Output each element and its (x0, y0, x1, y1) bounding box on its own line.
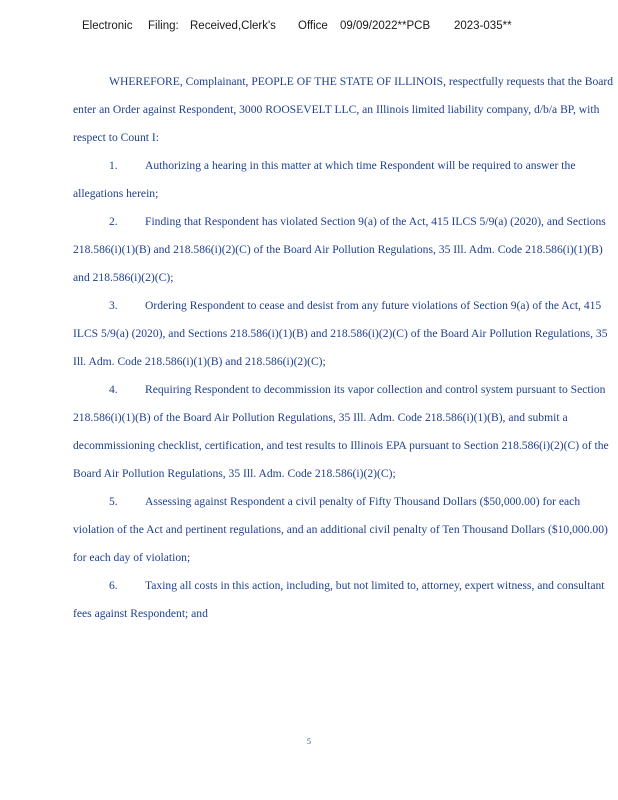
list-item-number: 1. (109, 159, 118, 172)
list-item-number: 4. (109, 383, 118, 396)
list-item-text: Finding that Respondent has violated Section 9(a) of the Act, 415 ILCS 5/9(a) (2020), and Sections 218.586(i)(1)(B) and 218.586(i)(2)(C) of the Board Air Pollution Regulations, 35 Ill. Adm. Code 218.586(i)(1)(B) and 218.586(i)(2)(C); (73, 215, 606, 284)
list-item (73, 376, 615, 488)
page-number: 5 (307, 737, 311, 746)
list-item-number: 6. (109, 579, 118, 592)
list-item (73, 292, 615, 376)
list-item-number: 2. (109, 215, 118, 228)
list-item (73, 488, 615, 572)
list-item-text: Authorizing a hearing in this matter at which time Respondent will be required to answer the allegations herein; (73, 159, 576, 200)
filing-stamp-header (0, 20, 618, 36)
list-item (73, 572, 615, 628)
header-date-code: 09/09/2022**PCB (340, 20, 431, 32)
document-body (73, 68, 615, 628)
list-item (73, 152, 615, 208)
list-item-number: 5. (109, 495, 118, 508)
header-received: Received,Clerk's (190, 20, 276, 32)
list-item-text: Assessing against Respondent a civil penalty of Fifty Thousand Dollars ($50,000.00) for each violation of the Act and pertinent regulations, and an additional civil penalty of Ten Thousand Dollars ($10,000.00) for each day of violation; (73, 495, 608, 564)
list-item-text: Taxing all costs in this action, including, but not limited to, attorney, expert witness, and consultant fees against Respondent; and (73, 579, 605, 620)
header-case-number: 2023-035** (454, 20, 512, 32)
list-item-number: 3. (109, 299, 118, 312)
list-item-text: Ordering Respondent to cease and desist from any future violations of Section 9(a) of the Act, 415 ILCS 5/9(a) (2020), and Sections 218.586(i)(1)(B) and 218.586(i)(2)(C) of the Board Air Pollution Regulations, 35 Ill. Adm. Code 218.586(i)(1)(B) and 218.586(i)(2)(C); (73, 299, 608, 368)
wherefore-paragraph: WHEREFORE, Complainant, PEOPLE OF THE STATE OF ILLINOIS, respectfully requests that the Board enter an Order against Respondent, 3000 ROOSEVELT LLC, an Illinois limited liability company, d/b/a BP, with respect to Count I: (73, 75, 614, 144)
list-item (73, 208, 615, 292)
list-item-text: Requiring Respondent to decommission its vapor collection and control system pursuant to Section 218.586(i)(1)(B) of the Board Air Pollution Regulations, 35 Ill. Adm. Code 218.586(i)(1)(B), and submit a decommissioning checklist, certification, and test results to Illinois EPA pursuant to Section 218.586(i)(2)(C) of the Board Air Pollution Regulations, 35 Ill. Adm. Code 218.586(i)(2)(C); (73, 383, 609, 480)
header-electronic: Electronic (82, 20, 133, 32)
header-office: Office (298, 20, 328, 32)
header-filing: Filing: (148, 20, 179, 32)
